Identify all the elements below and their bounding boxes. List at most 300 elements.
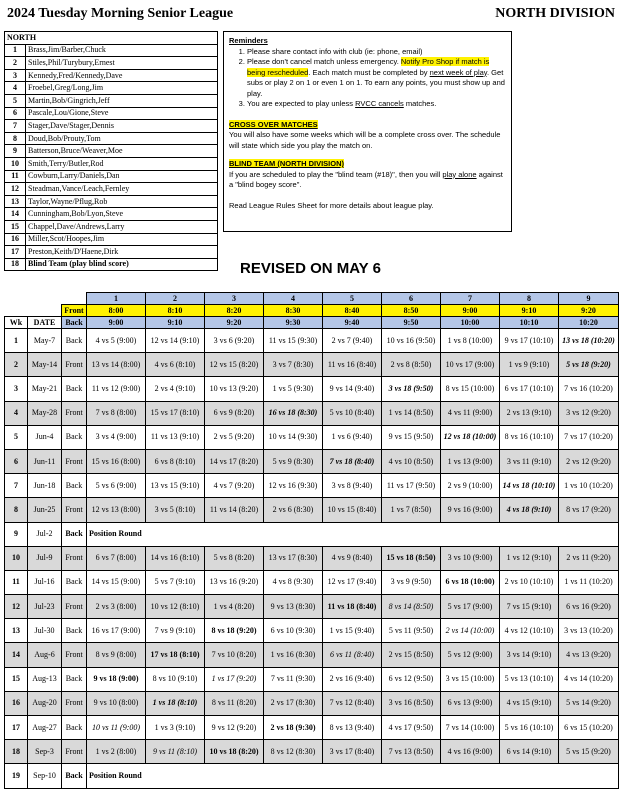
match-cell: 10 vs 11 (9:00) (87, 716, 146, 740)
match-cell: 3 vs 10 (9:00) (441, 546, 500, 570)
match-date: Jul-9 (28, 546, 62, 570)
week-number: 11 (5, 570, 28, 594)
match-cell: 11 vs 14 (8:20) (205, 498, 264, 522)
match-cell: 9 vs 10 (8:00) (87, 691, 146, 715)
match-cell: 5 vs 10 (8:40) (323, 401, 382, 425)
week-number: 8 (5, 498, 28, 522)
match-cell: 5 vs 11 (9:50) (382, 619, 441, 643)
match-cell: 14 vs 17 (8:20) (205, 449, 264, 473)
column-number-row (5, 293, 619, 305)
week-number: 16 (5, 691, 28, 715)
schedule-row (5, 401, 619, 425)
match-cell: 13 vs 18 (10:20) (559, 329, 619, 353)
team-row (5, 183, 218, 196)
team-row (5, 195, 218, 208)
match-cell: 1 vs 17 (9:20) (205, 667, 264, 691)
underlined-text: RVCC cancels (355, 99, 404, 108)
team-name: Stiles,Phil/Turybury,Ernest (26, 57, 218, 70)
match-cell: 8 vs 15 (10:00) (441, 377, 500, 401)
match-cell: 3 vs 8 (9:40) (323, 474, 382, 498)
back-tee-time: 10:00 (441, 317, 500, 329)
match-cell: 5 vs 9 (8:30) (264, 449, 323, 473)
column-number: 2 (146, 293, 205, 305)
match-cell: 8 vs 17 (9:20) (559, 498, 619, 522)
match-cell: 10 vs 14 (9:30) (264, 425, 323, 449)
team-number: 10 (5, 157, 26, 170)
back-tee-time: 9:10 (146, 317, 205, 329)
match-cell: 4 vs 12 (10:10) (500, 619, 559, 643)
match-cell: 4 vs 16 (9:00) (441, 740, 500, 764)
schedule-row (5, 619, 619, 643)
match-cell: 13 vs 17 (8:30) (264, 546, 323, 570)
week-number: 5 (5, 425, 28, 449)
match-cell: 10 vs 17 (9:00) (441, 353, 500, 377)
schedule-row (5, 667, 619, 691)
match-cell: 9 vs 11 (8:10) (146, 740, 205, 764)
match-cell: 3 vs 6 (9:20) (205, 329, 264, 353)
match-cell: 1 vs 16 (8:30) (264, 643, 323, 667)
blind-team-text (229, 170, 506, 191)
schedule-row (5, 546, 619, 570)
match-cell: 6 vs 16 (9:20) (559, 595, 619, 619)
cross-over-text: You will also have some weeks which will be a complete cross over. The schedule will state which side you play the match on. (229, 130, 501, 150)
match-date: Jul-23 (28, 595, 62, 619)
tee-side: Back (62, 667, 87, 691)
match-cell: 1 vs 14 (8:50) (382, 401, 441, 425)
week-number: 15 (5, 667, 28, 691)
match-cell: 11 vs 16 (8:40) (323, 353, 382, 377)
match-cell: 5 vs 17 (9:00) (441, 595, 500, 619)
match-cell: 1 vs 5 (9:30) (264, 377, 323, 401)
week-number: 9 (5, 522, 28, 546)
front-tee-time: 8:00 (87, 305, 146, 317)
match-cell: 4 vs 7 (9:20) (205, 474, 264, 498)
team-name: Batterson,Bruce/Weaver,Moe (26, 145, 218, 158)
match-cell: 1 vs 13 (9:00) (441, 449, 500, 473)
match-date: Aug-6 (28, 643, 62, 667)
cross-over-heading: CROSS OVER MATCHES (229, 119, 318, 129)
match-cell: 7 vs 12 (8:40) (323, 691, 382, 715)
column-number: 7 (441, 293, 500, 305)
match-cell: 5 vs 16 (10:10) (500, 716, 559, 740)
team-name: Preston,Keith/D'Haene,Dirk (26, 246, 218, 259)
back-tee-time: 9:00 (87, 317, 146, 329)
match-cell: 1 vs 7 (8:50) (382, 498, 441, 522)
reminder-text: . Get subs or play 2 on 1 or even 1 on 1. To earn any points, you must show up and play. (247, 67, 505, 98)
highlighted-text: Notify Pro Shop if match is being rescheduled (247, 57, 490, 77)
team-row (5, 69, 218, 82)
tee-side: Back (62, 716, 87, 740)
team-name: Chappel,Dave/Andrews,Larry (26, 220, 218, 233)
back-tee-time: 9:50 (382, 317, 441, 329)
schedule-row (5, 353, 619, 377)
back-tee-time: 10:20 (559, 317, 619, 329)
reminder-item (247, 47, 506, 58)
team-number: 15 (5, 220, 26, 233)
match-cell: 8 vs 18 (9:20) (205, 619, 264, 643)
match-cell: 11 vs 12 (9:00) (87, 377, 146, 401)
match-cell: 9 vs 12 (9:20) (205, 716, 264, 740)
team-row (5, 170, 218, 183)
match-cell: 1 vs 15 (9:40) (323, 619, 382, 643)
match-cell: 8 vs 11 (8:20) (205, 691, 264, 715)
week-number: 18 (5, 740, 28, 764)
reminder-text: . Each match must be completed by (308, 67, 430, 77)
team-number: 16 (5, 233, 26, 246)
match-date: Jul-2 (28, 522, 62, 546)
match-cell: 2 vs 14 (10:00) (441, 619, 500, 643)
team-name: Martin,Bob/Gingrich,Jeff (26, 94, 218, 107)
match-cell: 16 vs 17 (9:00) (87, 619, 146, 643)
match-cell: 2 vs 15 (8:50) (382, 643, 441, 667)
match-cell: 10 vs 16 (9:50) (382, 329, 441, 353)
week-number: 6 (5, 449, 28, 473)
week-number: 7 (5, 474, 28, 498)
week-number: 10 (5, 546, 28, 570)
match-cell: 1 vs 4 (8:20) (205, 595, 264, 619)
front-tee-time: 8:20 (205, 305, 264, 317)
match-cell: 2 vs 18 (9:30) (264, 716, 323, 740)
match-cell: 14 vs 15 (9:00) (87, 570, 146, 594)
match-cell: 10 vs 15 (8:40) (323, 498, 382, 522)
team-name: Cowburn,Larry/Daniels,Dan (26, 170, 218, 183)
match-cell: 6 vs 17 (10:10) (500, 377, 559, 401)
match-cell: 9 vs 16 (9:00) (441, 498, 500, 522)
blind-text: If you are scheduled to play the "blind team (#18)", then you will (229, 169, 443, 179)
match-cell: 3 vs 14 (9:10) (500, 643, 559, 667)
match-cell: 1 vs 6 (9:40) (323, 425, 382, 449)
week-number: 1 (5, 329, 28, 353)
match-cell: 9 vs 15 (9:50) (382, 425, 441, 449)
week-number: 14 (5, 643, 28, 667)
match-cell: 2 vs 9 (10:00) (441, 474, 500, 498)
match-cell: 6 vs 8 (8:10) (146, 449, 205, 473)
tee-side: Back (62, 570, 87, 594)
team-name: Froebel,Greg/Long,Jim (26, 82, 218, 95)
match-cell: 1 vs 11 (10:20) (559, 570, 619, 594)
match-date: Aug-20 (28, 691, 62, 715)
match-cell: 5 vs 18 (9:20) (559, 353, 619, 377)
match-cell: 3 vs 17 (8:40) (323, 740, 382, 764)
match-cell: 4 vs 6 (8:10) (146, 353, 205, 377)
team-number: 2 (5, 57, 26, 70)
match-date: May-21 (28, 377, 62, 401)
blank-cell (62, 293, 87, 305)
back-tee-time: 10:10 (500, 317, 559, 329)
match-cell: 15 vs 18 (8:50) (382, 546, 441, 570)
position-round-label: Position Round (87, 522, 619, 546)
match-cell: 7 vs 9 (9:10) (146, 619, 205, 643)
match-cell: 2 vs 12 (9:20) (559, 449, 619, 473)
team-name: Taylor,Wayne/Pflug,Rob (26, 195, 218, 208)
match-cell: 12 vs 14 (9:10) (146, 329, 205, 353)
schedule-row (5, 474, 619, 498)
match-cell: 13 vs 15 (9:10) (146, 474, 205, 498)
match-cell: 3 vs 5 (8:10) (146, 498, 205, 522)
match-date: May-14 (28, 353, 62, 377)
schedule-row (5, 377, 619, 401)
match-cell: 12 vs 13 (8:00) (87, 498, 146, 522)
week-number: 3 (5, 377, 28, 401)
match-cell: 4 vs 9 (8:40) (323, 546, 382, 570)
reminder-item (247, 57, 506, 99)
match-cell: 13 vs 14 (8:00) (87, 353, 146, 377)
match-cell: 4 vs 8 (9:30) (264, 570, 323, 594)
match-cell: 2 vs 5 (9:20) (205, 425, 264, 449)
team-name: Doud,Bob/Prouty,Tom (26, 132, 218, 145)
date-header: DATE (28, 317, 62, 329)
match-date: May-7 (28, 329, 62, 353)
rules-text: Read League Rules Sheet for more details about league play. (229, 200, 434, 210)
team-number: 17 (5, 246, 26, 259)
match-date: Aug-13 (28, 667, 62, 691)
team-number: 13 (5, 195, 26, 208)
back-tee-time: 9:20 (205, 317, 264, 329)
reminder-text: Please share contact info with club (ie: phone, email) (247, 46, 423, 56)
match-cell: 7 vs 10 (8:20) (205, 643, 264, 667)
team-row (5, 208, 218, 221)
match-cell: 16 vs 18 (8:30) (264, 401, 323, 425)
week-number: 13 (5, 619, 28, 643)
tee-side: Front (62, 595, 87, 619)
match-cell: 2 vs 16 (9:40) (323, 667, 382, 691)
back-times-row (5, 317, 619, 329)
team-number: 8 (5, 132, 26, 145)
match-cell: 9 vs 14 (9:40) (323, 377, 382, 401)
tee-side: Back (62, 474, 87, 498)
match-cell: 7 vs 17 (10:20) (559, 425, 619, 449)
match-cell: 2 vs 4 (9:10) (146, 377, 205, 401)
front-tee-time: 9:00 (441, 305, 500, 317)
match-cell: 3 vs 7 (8:30) (264, 353, 323, 377)
team-name: Blind Team (play blind score) (26, 258, 218, 271)
tee-side: Front (62, 546, 87, 570)
position-round-label: Position Round (87, 764, 619, 788)
match-cell: 6 vs 13 (9:00) (441, 691, 500, 715)
team-row (5, 145, 218, 158)
team-number: 9 (5, 145, 26, 158)
revised-banner: REVISED ON MAY 6 (240, 260, 381, 277)
match-cell: 11 vs 17 (9:50) (382, 474, 441, 498)
tee-side: Back (62, 764, 87, 788)
team-number: 1 (5, 44, 26, 57)
tee-side: Back (62, 329, 87, 353)
match-cell: 4 vs 18 (9:10) (500, 498, 559, 522)
front-tee-time: 9:10 (500, 305, 559, 317)
match-cell: 4 vs 13 (9:20) (559, 643, 619, 667)
blank-cell (28, 293, 62, 305)
match-cell: 6 vs 7 (8:00) (87, 546, 146, 570)
column-number: 9 (559, 293, 619, 305)
match-cell: 11 vs 13 (9:10) (146, 425, 205, 449)
match-cell: 12 vs 17 (9:40) (323, 570, 382, 594)
match-cell: 5 vs 8 (8:20) (205, 546, 264, 570)
match-cell: 3 vs 12 (9:20) (559, 401, 619, 425)
schedule-row (5, 570, 619, 594)
match-cell: 3 vs 15 (10:00) (441, 667, 500, 691)
match-cell: 2 vs 17 (8:30) (264, 691, 323, 715)
match-cell: 8 vs 9 (8:00) (87, 643, 146, 667)
match-date: Jul-30 (28, 619, 62, 643)
team-roster-table (4, 31, 218, 271)
blank-cell (5, 293, 28, 305)
team-row (5, 120, 218, 133)
front-tee-time: 8:40 (323, 305, 382, 317)
column-number: 3 (205, 293, 264, 305)
schedule-row (5, 764, 619, 788)
match-cell: 15 vs 16 (8:00) (87, 449, 146, 473)
match-cell: 7 vs 18 (8:40) (323, 449, 382, 473)
roster-heading: NORTH (5, 32, 218, 45)
team-row (5, 107, 218, 120)
match-cell: 8 vs 14 (8:50) (382, 595, 441, 619)
front-tee-time: 8:30 (264, 305, 323, 317)
match-cell: 9 vs 17 (10:10) (500, 329, 559, 353)
reminders-box (223, 31, 512, 232)
team-row (5, 220, 218, 233)
match-cell: 10 vs 13 (9:20) (205, 377, 264, 401)
match-cell: 7 vs 13 (8:50) (382, 740, 441, 764)
match-cell: 2 vs 8 (8:50) (382, 353, 441, 377)
reminder-text: You are expected to play unless (247, 99, 356, 108)
team-name: Brass,Jim/Barber,Chuck (26, 44, 218, 57)
match-date: Jun-11 (28, 449, 62, 473)
match-cell: 3 vs 18 (9:50) (382, 377, 441, 401)
match-cell: 2 vs 6 (8:30) (264, 498, 323, 522)
match-cell: 12 vs 15 (8:20) (205, 353, 264, 377)
week-header: Wk (5, 317, 28, 329)
match-cell: 6 vs 18 (10:00) (441, 570, 500, 594)
schedule-row (5, 425, 619, 449)
team-row (5, 246, 218, 259)
tee-side: Back (62, 619, 87, 643)
front-tee-time: 8:50 (382, 305, 441, 317)
tee-side: Front (62, 353, 87, 377)
schedule-row (5, 595, 619, 619)
match-cell: 14 vs 18 (10:10) (500, 474, 559, 498)
match-cell: 1 vs 8 (10:00) (441, 329, 500, 353)
match-cell: 8 vs 13 (9:40) (323, 716, 382, 740)
team-name: Kennedy,Fred/Kennedy,Dave (26, 69, 218, 82)
team-number: 12 (5, 183, 26, 196)
team-name: Stager,Dave/Stager,Dennis (26, 120, 218, 133)
team-name: Smith,Terry/Butler,Rod (26, 157, 218, 170)
match-cell: 1 vs 12 (9:10) (500, 546, 559, 570)
team-number: 11 (5, 170, 26, 183)
match-cell: 3 vs 9 (9:50) (382, 570, 441, 594)
match-cell: 15 vs 17 (8:10) (146, 401, 205, 425)
match-cell: 1 vs 9 (9:10) (500, 353, 559, 377)
team-row (5, 57, 218, 70)
match-cell: 9 vs 13 (8:30) (264, 595, 323, 619)
schedule-row (5, 449, 619, 473)
match-date: Aug-27 (28, 716, 62, 740)
schedule-row (5, 740, 619, 764)
match-cell: 8 vs 16 (10:10) (500, 425, 559, 449)
match-cell: 5 vs 7 (9:10) (146, 570, 205, 594)
reminder-text: Please don't cancel match unless emergency. (247, 57, 401, 66)
match-cell: 4 vs 10 (8:50) (382, 449, 441, 473)
match-date: May-28 (28, 401, 62, 425)
blind-team-heading: BLIND TEAM (NORTH DIVISION) (229, 159, 344, 168)
tee-side: Front (62, 740, 87, 764)
match-cell: 6 vs 15 (10:20) (559, 716, 619, 740)
week-number: 2 (5, 353, 28, 377)
match-cell: 1 vs 2 (8:00) (87, 740, 146, 764)
week-number: 17 (5, 716, 28, 740)
match-cell: 11 vs 18 (8:40) (323, 595, 382, 619)
match-cell: 2 vs 13 (9:10) (500, 401, 559, 425)
match-date: Jun-25 (28, 498, 62, 522)
match-cell: 4 vs 14 (10:20) (559, 667, 619, 691)
match-cell: 8 vs 12 (8:30) (264, 740, 323, 764)
column-number: 1 (87, 293, 146, 305)
team-name: Cunningham,Bob/Lyon,Steve (26, 208, 218, 221)
team-name: Steadman,Vance/Leach,Fernley (26, 183, 218, 196)
match-cell: 7 vs 16 (10:20) (559, 377, 619, 401)
match-cell: 4 vs 15 (9:10) (500, 691, 559, 715)
match-cell: 8 vs 10 (9:10) (146, 667, 205, 691)
match-cell: 5 vs 14 (9:20) (559, 691, 619, 715)
week-number: 12 (5, 595, 28, 619)
tee-side: Front (62, 401, 87, 425)
schedule-row (5, 522, 619, 546)
match-cell: 12 vs 18 (10:00) (441, 425, 500, 449)
division-title: NORTH DIVISION (495, 6, 615, 21)
team-number: 14 (5, 208, 26, 221)
tee-side: Back (62, 425, 87, 449)
tee-side: Front (62, 691, 87, 715)
match-cell: 17 vs 18 (8:10) (146, 643, 205, 667)
back-tee-time: 9:40 (323, 317, 382, 329)
underlined-text: play alone (442, 169, 477, 179)
match-cell: 7 vs 15 (9:10) (500, 595, 559, 619)
team-name: Pascale,Lou/Gione,Steve (26, 107, 218, 120)
schedule-row (5, 691, 619, 715)
tee-side: Back (62, 522, 87, 546)
match-cell: 5 vs 12 (9:00) (441, 643, 500, 667)
match-cell: 2 vs 3 (8:00) (87, 595, 146, 619)
match-cell: 7 vs 14 (10:00) (441, 716, 500, 740)
schedule-row (5, 329, 619, 353)
team-number: 3 (5, 69, 26, 82)
tee-side: Front (62, 449, 87, 473)
tee-side: Front (62, 498, 87, 522)
match-cell: 1 vs 3 (9:10) (146, 716, 205, 740)
column-number: 8 (500, 293, 559, 305)
tee-side: Front (62, 643, 87, 667)
match-cell: 1 vs 18 (8:10) (146, 691, 205, 715)
match-cell: 3 vs 11 (9:10) (500, 449, 559, 473)
match-cell: 3 vs 16 (8:50) (382, 691, 441, 715)
match-date: Jul-16 (28, 570, 62, 594)
week-number: 4 (5, 401, 28, 425)
match-cell: 9 vs 18 (9:00) (87, 667, 146, 691)
schedule-row (5, 716, 619, 740)
team-number: 7 (5, 120, 26, 133)
team-row (5, 44, 218, 57)
underlined-text: next week of play (429, 67, 488, 77)
match-cell: 6 vs 9 (8:20) (205, 401, 264, 425)
match-cell: 2 vs 10 (10:10) (500, 570, 559, 594)
match-cell: 4 vs 5 (9:00) (87, 329, 146, 353)
match-cell: 7 vs 8 (8:00) (87, 401, 146, 425)
back-tee-time: 9:30 (264, 317, 323, 329)
front-tee-time: 8:10 (146, 305, 205, 317)
match-date: Sep-10 (28, 764, 62, 788)
team-row (5, 132, 218, 145)
front-tee-time: 9:20 (559, 305, 619, 317)
